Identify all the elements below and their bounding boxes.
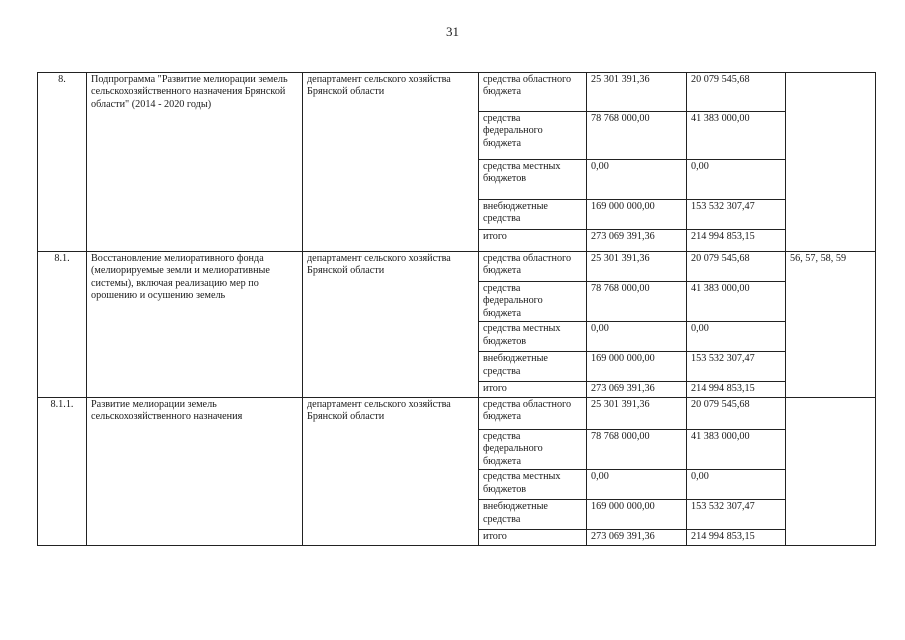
value-col2: 20 079 545,68 (687, 252, 786, 282)
funding-source: внебюджетные средства (479, 500, 587, 530)
value-col2: 214 994 853,15 (687, 230, 786, 252)
funding-source: средства федерального бюджета (479, 429, 587, 469)
value-col2: 0,00 (687, 160, 786, 200)
funding-source: итого (479, 230, 587, 252)
funding-source: средства местных бюджетов (479, 160, 587, 200)
section-name: Развитие мелиорации земель сельскохозяйственного назначения (87, 397, 303, 545)
section-number: 8.1.1. (38, 397, 87, 545)
value-col1: 273 069 391,36 (587, 530, 687, 545)
value-col2: 20 079 545,68 (687, 73, 786, 112)
section-name: Восстановление мелиоративного фонда (мелиорируемые земли и мелиоративные системы), включая реализацию мер по орошению и осушению земель (87, 252, 303, 398)
value-col2: 41 383 000,00 (687, 429, 786, 469)
funding-source: итого (479, 530, 587, 545)
value-col1: 78 768 000,00 (587, 429, 687, 469)
table-row (38, 73, 876, 112)
funding-source: средства федерального бюджета (479, 282, 587, 322)
value-col2: 0,00 (687, 322, 786, 352)
value-col2: 153 532 307,47 (687, 352, 786, 382)
section-name: Подпрограмма "Развитие мелиорации земель сельскохозяйственного назначения Брянской области" (2014 - 2020 годы) (87, 73, 303, 252)
value-col1: 78 768 000,00 (587, 282, 687, 322)
funding-source: внебюджетные средства (479, 200, 587, 230)
funding-source: средства федерального бюджета (479, 112, 587, 160)
value-col2: 41 383 000,00 (687, 112, 786, 160)
value-col1: 169 000 000,00 (587, 200, 687, 230)
page-number: 31 (446, 24, 459, 39)
value-col1: 25 301 391,36 (587, 397, 687, 429)
value-col2: 41 383 000,00 (687, 282, 786, 322)
funding-source: средства местных бюджетов (479, 470, 587, 500)
section-executor: департамент сельского хозяйства Брянской области (303, 397, 479, 545)
indicator-refs: 56, 57, 58, 59 (786, 252, 876, 398)
value-col2: 153 532 307,47 (687, 500, 786, 530)
value-col1: 169 000 000,00 (587, 500, 687, 530)
value-col1: 78 768 000,00 (587, 112, 687, 160)
section-number: 8. (38, 73, 87, 252)
funding-source: итого (479, 382, 587, 397)
value-col2: 0,00 (687, 470, 786, 500)
value-col2: 214 994 853,15 (687, 382, 786, 397)
value-col1: 0,00 (587, 160, 687, 200)
value-col1: 169 000 000,00 (587, 352, 687, 382)
funding-source: внебюджетные средства (479, 352, 587, 382)
funding-source: средства местных бюджетов (479, 322, 587, 352)
section-executor: департамент сельского хозяйства Брянской области (303, 252, 479, 398)
indicator-refs (786, 397, 876, 545)
budget-table (37, 72, 876, 546)
funding-source: средства областного бюджета (479, 73, 587, 112)
value-col2: 153 532 307,47 (687, 200, 786, 230)
indicator-refs (786, 73, 876, 252)
funding-source: средства областного бюджета (479, 397, 587, 429)
value-col1: 0,00 (587, 470, 687, 500)
section-executor: департамент сельского хозяйства Брянской области (303, 73, 479, 252)
funding-source: средства областного бюджета (479, 252, 587, 282)
value-col1: 273 069 391,36 (587, 382, 687, 397)
table-row (38, 252, 876, 282)
value-col1: 273 069 391,36 (587, 230, 687, 252)
value-col2: 214 994 853,15 (687, 530, 786, 545)
value-col1: 0,00 (587, 322, 687, 352)
table-row (38, 397, 876, 429)
section-number: 8.1. (38, 252, 87, 398)
value-col2: 20 079 545,68 (687, 397, 786, 429)
value-col1: 25 301 391,36 (587, 252, 687, 282)
value-col1: 25 301 391,36 (587, 73, 687, 112)
